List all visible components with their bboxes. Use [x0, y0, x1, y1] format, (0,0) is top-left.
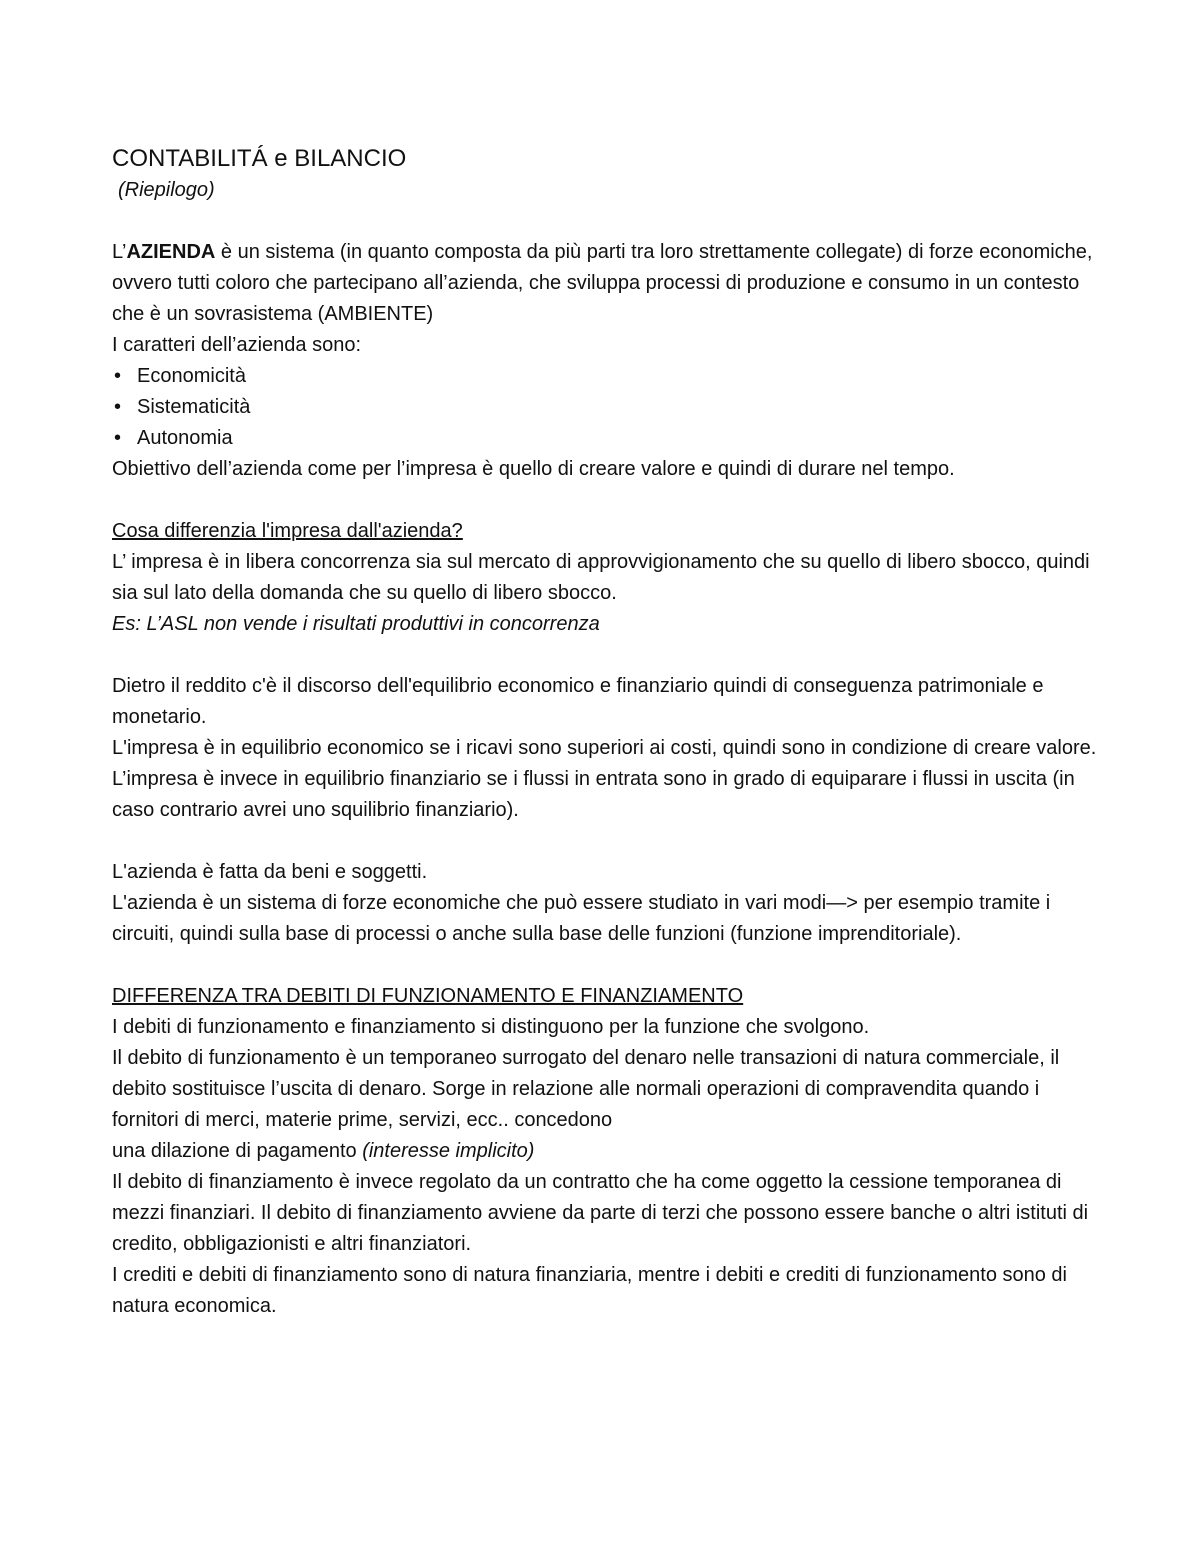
bullet-icon: • — [114, 427, 122, 449]
equilibrium-paragraph-1: Dietro il reddito c'è il discorso dell'equilibrio economico e finanziario quindi di conseguenza patrimoniale e monetario. — [112, 675, 1044, 728]
list-item: • Sistematicità — [112, 392, 1102, 423]
debiti-heading: DIFFERENZA TRA DEBITI DI FUNZIONAMENTO E FINANZIAMENTO — [112, 985, 744, 1007]
document-body — [112, 143, 1102, 1322]
document-subtitle: (Riepilogo) — [118, 179, 215, 201]
caratteri-list — [112, 361, 1102, 454]
debiti-paragraph-3: una dilazione di pagamento (interesse implicito) — [112, 1140, 535, 1162]
question-example: Es: L’ASL non vende i risultati produttivi in concorrenza — [112, 613, 600, 635]
equilibrium-paragraph-2: L'impresa è in equilibrio economico se i ricavi sono superiori ai costi, quindi sono in condizione di creare valore. — [112, 737, 1097, 759]
question-heading: Cosa differenzia l'impresa dall'azienda? — [112, 520, 463, 542]
question-text: L’ impresa è in libera concorrenza sia sul mercato di approvvigionamento che su quello di libero sbocco, quindi sia sul lato della domanda che su quello di libero sbocco. — [112, 551, 1090, 604]
list-item: • Autonomia — [112, 423, 1102, 454]
intro-rest: è un sistema (in quanto composta da più parti tra loro strettamente collegate) di forze economiche, ovvero tutti coloro che partecipano all’azienda, che sviluppa processi di produzione e consumo in un contesto che è un sovrasistema (AMBIENTE) — [112, 241, 1093, 325]
caratteri-line: I caratteri dell’azienda sono: — [112, 334, 362, 356]
document-title: CONTABILITÁ e BILANCIO — [112, 145, 407, 172]
obiettivo-paragraph: Obiettivo dell’azienda come per l’impresa è quello di creare valore e quindi di durare nel tempo. — [112, 458, 955, 480]
debiti-paragraph-5: I crediti e debiti di finanziamento sono di natura finanziaria, mentre i debiti e crediti di funzionamento sono di natura economica. — [112, 1264, 1067, 1317]
implicit-interest-note: (interesse implicito) — [362, 1140, 535, 1162]
debiti-paragraph-2: Il debito di funzionamento è un temporaneo surrogato del denaro nelle transazioni di natura commerciale, il debito sostituisce l’uscita di denaro. Sorge in relazione alle normali operazioni di compravendita quando i fornitori di merci, materie prime, servizi, ecc.. concedono — [112, 1047, 1060, 1131]
debiti-paragraph-1: I debiti di funzionamento e finanziamento si distinguono per la funzione che svolgono. — [112, 1016, 870, 1038]
equilibrium-paragraph-3: L’impresa è invece in equilibrio finanziario se i flussi in entrata sono in grado di equiparare i flussi in uscita (in caso contrario avrei uno squilibrio finanziario). — [112, 768, 1075, 821]
bullet-icon: • — [114, 396, 122, 418]
debiti-paragraph-4: Il debito di finanziamento è invece regolato da un contratto che ha come oggetto la cessione temporanea di mezzi finanziari. Il debito di finanziamento avviene da parte di terzi che possono essere banche o altri istituti di credito, obbligazionisti e altri finanziatori. — [112, 1171, 1089, 1255]
bullet-icon: • — [114, 365, 122, 387]
list-item: • Economicità — [112, 361, 1102, 392]
intro-prefix: L’ — [112, 241, 127, 263]
intro-bold: AZIENDA — [126, 241, 216, 263]
azienda-paragraph-1: L'azienda è fatta da beni e soggetti. — [112, 861, 428, 883]
azienda-paragraph-2: L'azienda è un sistema di forze economiche che può essere studiato in vari modi—> per esempio tramite i circuiti, quindi sulla base di processi o anche sulla base delle funzioni (funzione imprenditoriale). — [112, 892, 1051, 945]
intro-paragraph — [112, 237, 1102, 330]
